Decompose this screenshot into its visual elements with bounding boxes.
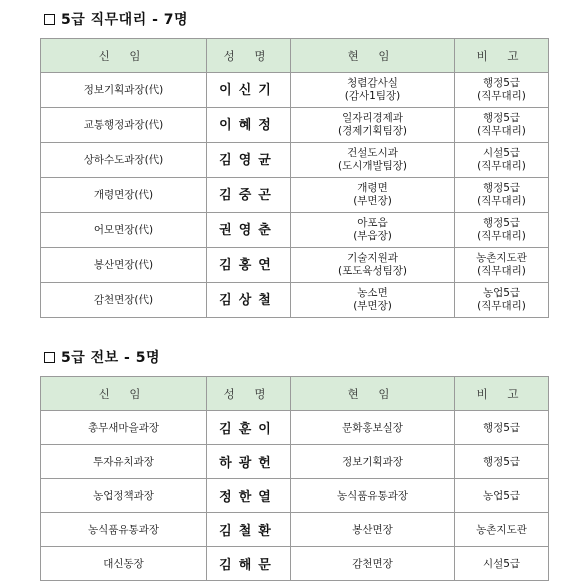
note-subline: (직무대리) — [477, 125, 526, 137]
note-cell: 시설5급 — [455, 547, 549, 581]
note-line: 농촌지도관 — [476, 252, 527, 264]
note-line: 행정5급 — [482, 182, 521, 194]
note-cell — [455, 248, 549, 283]
current-post-line: 농소면 — [357, 287, 388, 299]
note-cell: 행정5급 — [455, 445, 549, 479]
table-row — [41, 283, 549, 318]
table-row — [41, 178, 549, 213]
current-post-cell: 문화홍보실장 — [291, 411, 455, 445]
new-post-cell: 교통행정과장(代) — [41, 108, 207, 143]
note-subline: (직무대리) — [477, 90, 526, 102]
note-cell: 농촌지도관 — [455, 513, 549, 547]
current-post-line: 청렴감사실 — [347, 77, 398, 89]
note-subline: (직무대리) — [477, 265, 526, 277]
person-name-cell: 김해문 — [207, 547, 291, 581]
person-name-cell: 김영균 — [207, 143, 291, 178]
current-post-subline: (부읍장) — [353, 230, 392, 242]
table-row — [41, 445, 549, 479]
current-post-subline: (감사1팀장) — [344, 90, 401, 102]
note-cell — [455, 213, 549, 248]
current-post-cell — [291, 73, 455, 108]
current-post-line: 개령면 — [357, 182, 388, 194]
note-cell: 행정5급 — [455, 411, 549, 445]
header-name: 성 명 — [207, 377, 291, 411]
current-post-subline: (경제기획팀장) — [337, 125, 408, 137]
current-post-line: 기술지원과 — [347, 252, 398, 264]
current-post-line: 아포읍 — [357, 217, 388, 229]
table-row — [41, 479, 549, 513]
table-row — [41, 547, 549, 581]
note-subline: (직무대리) — [477, 230, 526, 242]
note-cell — [455, 108, 549, 143]
note-subline: (직무대리) — [477, 160, 526, 172]
note-cell: 농업5급 — [455, 479, 549, 513]
note-line: 행정5급 — [482, 217, 521, 229]
note-line: 행정5급 — [482, 112, 521, 124]
new-post-cell: 개령면장(代) — [41, 178, 207, 213]
acting-appointments-table — [40, 38, 549, 318]
transfer-table — [40, 376, 549, 581]
note-line: 농업5급 — [482, 287, 521, 299]
note-subline: (직무대리) — [477, 300, 526, 312]
new-post-cell: 봉산면장(代) — [41, 248, 207, 283]
current-post-cell: 정보기획과장 — [291, 445, 455, 479]
header-current-post: 현 임 — [291, 377, 455, 411]
current-post-line: 일자리경제과 — [342, 112, 403, 124]
note-cell — [455, 143, 549, 178]
current-post-subline: (포도육성팀장) — [337, 265, 408, 277]
table-row — [41, 513, 549, 547]
person-name-cell: 김상철 — [207, 283, 291, 318]
note-line: 시설5급 — [482, 147, 521, 159]
note-line: 행정5급 — [482, 77, 521, 89]
header-note: 비 고 — [455, 377, 549, 411]
person-name-cell: 김훈이 — [207, 411, 291, 445]
header-new-post: 신 임 — [41, 377, 207, 411]
new-post-cell: 정보기획과장(代) — [41, 73, 207, 108]
header-current-post: 현 임 — [291, 39, 455, 73]
person-name-cell: 이혜정 — [207, 108, 291, 143]
person-name-cell: 이신기 — [207, 73, 291, 108]
section-title-acting — [44, 9, 188, 29]
current-post-cell — [291, 283, 455, 318]
table-header-row — [41, 39, 549, 73]
current-post-cell — [291, 248, 455, 283]
checkbox-square-icon — [44, 14, 55, 25]
table-row — [41, 411, 549, 445]
header-new-post: 신 임 — [41, 39, 207, 73]
new-post-cell: 대신동장 — [41, 547, 207, 581]
person-name-cell: 하광헌 — [207, 445, 291, 479]
table-row — [41, 143, 549, 178]
section-title-text: 5급 전보 - 5명 — [61, 350, 161, 366]
note-cell — [455, 178, 549, 213]
current-post-subline: (부면장) — [353, 195, 392, 207]
current-post-cell — [291, 178, 455, 213]
header-note: 비 고 — [455, 39, 549, 73]
section-title-transfer — [44, 347, 160, 367]
new-post-cell: 투자유치과장 — [41, 445, 207, 479]
table-row — [41, 108, 549, 143]
current-post-cell: 농식품유통과장 — [291, 479, 455, 513]
note-cell — [455, 283, 549, 318]
table-header-row — [41, 377, 549, 411]
new-post-cell: 농식품유통과장 — [41, 513, 207, 547]
current-post-subline: (부면장) — [353, 300, 392, 312]
header-name: 성 명 — [207, 39, 291, 73]
current-post-cell: 봉산면장 — [291, 513, 455, 547]
table-row — [41, 248, 549, 283]
new-post-cell: 상하수도과장(代) — [41, 143, 207, 178]
current-post-cell — [291, 143, 455, 178]
section-title-text: 5급 직무대리 - 7명 — [61, 12, 189, 28]
current-post-subline: (도시개발팀장) — [337, 160, 408, 172]
person-name-cell: 김중곤 — [207, 178, 291, 213]
current-post-line: 건설도시과 — [347, 147, 398, 159]
person-name-cell: 김홍연 — [207, 248, 291, 283]
person-name-cell: 권영춘 — [207, 213, 291, 248]
new-post-cell: 어모면장(代) — [41, 213, 207, 248]
table-row — [41, 213, 549, 248]
current-post-cell — [291, 108, 455, 143]
note-cell — [455, 73, 549, 108]
person-name-cell: 김철환 — [207, 513, 291, 547]
current-post-cell — [291, 213, 455, 248]
new-post-cell: 농업정책과장 — [41, 479, 207, 513]
current-post-cell: 감천면장 — [291, 547, 455, 581]
new-post-cell: 감천면장(代) — [41, 283, 207, 318]
new-post-cell: 총무새마을과장 — [41, 411, 207, 445]
table-row — [41, 73, 549, 108]
checkbox-square-icon — [44, 352, 55, 363]
person-name-cell: 정한열 — [207, 479, 291, 513]
note-subline: (직무대리) — [477, 195, 526, 207]
